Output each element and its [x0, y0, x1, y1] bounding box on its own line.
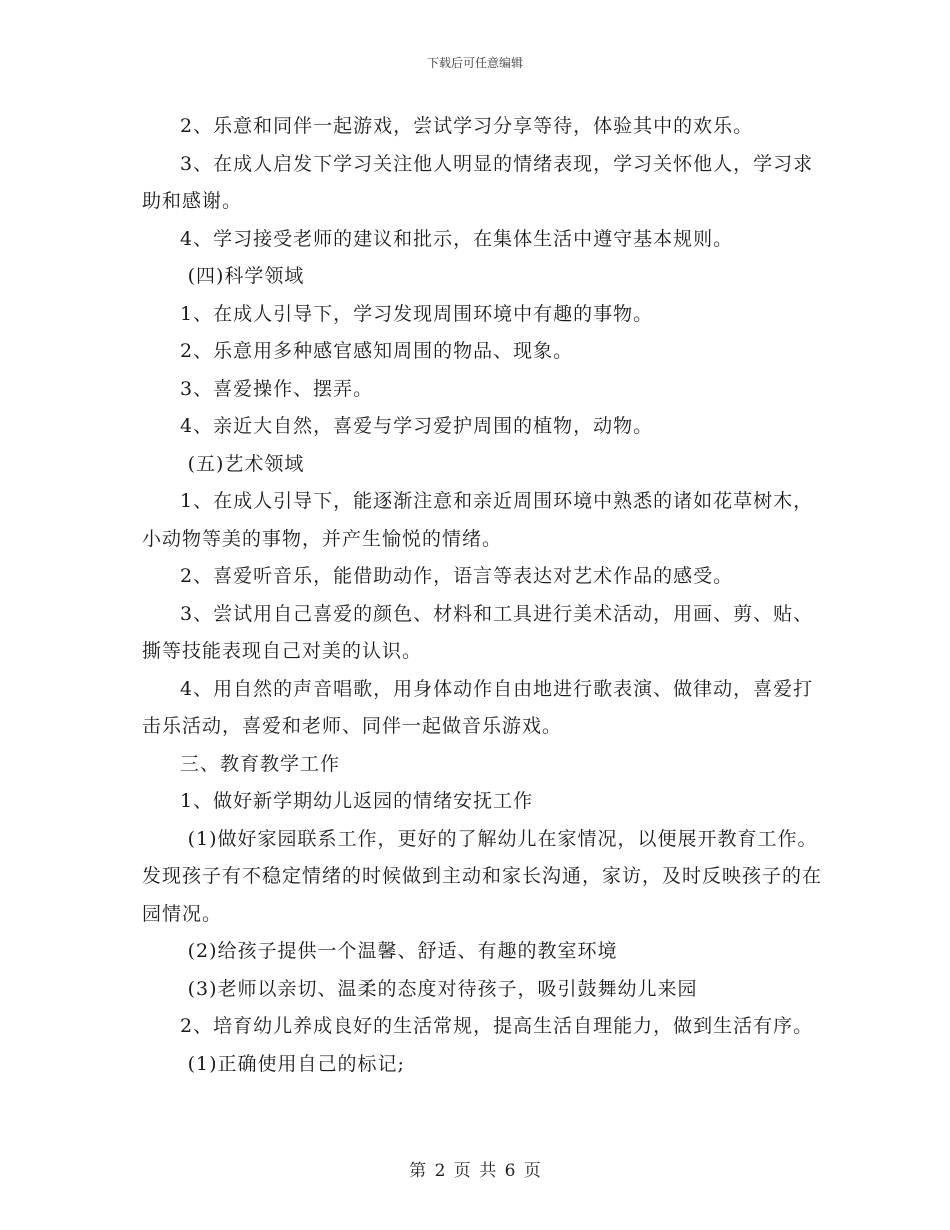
section-heading-teaching: 三、教育教学工作 [180, 752, 341, 775]
section-heading-science: (四)科学领域 [187, 265, 305, 287]
paragraph-science-4: 4、亲近大自然，喜爱与学习爱护周围的植物，动物。 [180, 415, 654, 437]
paragraph-teaching-1-3: (3)老师以亲切、温柔的态度对待孩子，吸引鼓舞幼儿来园 [187, 977, 698, 1000]
paragraph-teaching-2-1: (1)正确使用自己的标记; [187, 1052, 405, 1075]
paragraph-social-2: 2、乐意和同伴一起游戏，尝试学习分享等待，体验其中的欢乐。 [180, 115, 754, 137]
paragraph-science-2: 2、乐意用多种感官感知周围的物品、现象。 [180, 340, 574, 362]
paragraph-teaching-1-2: (2)给孩子提供一个温馨、舒适、有趣的教室环境 [187, 940, 618, 962]
paragraph-art-3: 3、尝试用自己喜爱的颜色、材料和工具进行美术活动，用画、剪、贴、撕等技能表现自己对美的认识。 [142, 602, 814, 662]
section-heading-art: (五)艺术领域 [187, 452, 305, 475]
page-header: 下载后可任意编辑 [426, 56, 523, 70]
paragraph-teaching-2: 2、培育幼儿养成良好的生活常规，提高生活自理能力，做到生活有序。 [180, 1015, 814, 1037]
document-body [142, 108, 822, 1083]
paragraph-social-4: 4、学习接受老师的建议和批示，在集体生活中遵守基本规则。 [180, 227, 734, 250]
paragraph-teaching-1: 1、做好新学期幼儿返园的情绪安抚工作 [180, 790, 534, 812]
paragraph-art-4: 4、用自然的声音唱歌，用身体动作自由地进行歌表演、做律动，喜爱打击乐活动，喜爱和老师、同伴一起做音乐游戏。 [142, 677, 814, 737]
paragraph-art-2: 2、喜爱听音乐，能借助动作，语言等表达对艺术作品的感受。 [180, 565, 734, 587]
paragraph-art-1: 1、在成人引导下，能逐渐注意和亲近周围环境中熟悉的诸如花草树木，小动物等美的事物，并产生愉悦的情绪。 [142, 490, 814, 550]
paragraph-social-3: 3、在成人启发下学习关注他人明显的情绪表现，学习关怀他人，学习求助和感谢。 [142, 152, 814, 212]
paragraph-science-1: 1、在成人引导下，学习发现周围环境中有趣的事物。 [180, 302, 654, 325]
paragraph-teaching-1-1: (1)做好家园联系工作，更好的了解幼儿在家情况，以便展开教育工作。发现孩子有不稳定情绪的时候做到主动和家长沟通，家访，及时反映孩子的在园情况。 [142, 827, 823, 925]
paragraph-science-3: 3、喜爱操作、摆弄。 [180, 377, 374, 400]
page-footer: 第 2 页 共 6 页 [409, 1161, 541, 1181]
